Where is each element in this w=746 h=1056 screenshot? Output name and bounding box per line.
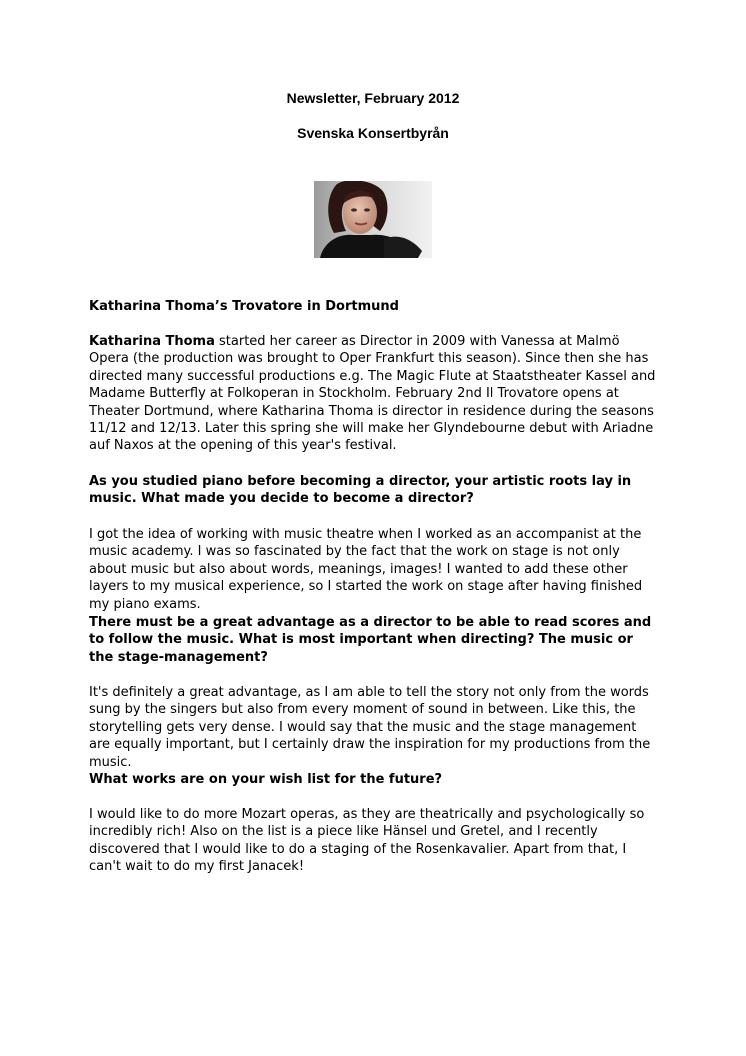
portrait-image bbox=[314, 181, 432, 258]
question-2: There must be a great advantage as a director to be able to read scores and to follow the music. What is most important when directing? The music or the stage-management? bbox=[89, 615, 652, 665]
answer-3: I would like to do more Mozart operas, as they are theatrically and psychologically so incredibly rich! Also on the list is a piece like Hänsel und Gretel, and I recently discovered that I would like to do a staging of the Rosenkavalier. Apart from that, I can't wait to do my first Janacek! bbox=[89, 807, 645, 875]
question-1: As you studied piano before becoming a director, your artistic roots lay in music. What made you decide to become a director? bbox=[89, 474, 632, 507]
answer-2: It's definitely a great advantage, as I am able to tell the story not only from the words sung by the singers but also from every moment of sound in between. Like this, the storytelling gets very dense. I would say that the music and the stage management are equally important, but I certainly draw the inspiration for my productions from the music. bbox=[89, 685, 651, 770]
intro-text: started her career as Director in 2009 with Vanessa at Malmö Opera (the production was brought to Oper Frankfurt this season). Since then she has directed many successful productions e.g. The Magic Flute at Staatstheater Kassel and Madame Butterfly at Folkoperan in Stockholm. February 2nd Il Trovatore opens at Theater Dortmund, where Katharina Thoma is director in residence during the seasons 11/12 and 12/13. Later this spring she will make her Glyndebourne debut with Ariadne auf Naxos at the opening of this year's festival. bbox=[89, 334, 656, 454]
intro-name: Katharina Thoma bbox=[89, 334, 215, 349]
newsletter-title: Newsletter, February 2012 bbox=[286, 90, 460, 106]
portrait-photo bbox=[314, 181, 432, 258]
answer-1: I got the idea of working with music theatre when I worked as an accompanist at the music academy. I was so fascinated by the fact that the work on stage is not only about music but also about words, meanings, images! I wanted to add these other layers to my musical experience, so I started the work on stage after having finished my piano exams. bbox=[89, 527, 643, 612]
intro-paragraph bbox=[89, 333, 661, 455]
agency-name: Svenska Konsertbyrån bbox=[297, 125, 449, 141]
question-3: What works are on your wish list for the future? bbox=[89, 772, 443, 787]
article-heading: Katharina Thoma’s Trovatore in Dortmund bbox=[89, 299, 399, 314]
